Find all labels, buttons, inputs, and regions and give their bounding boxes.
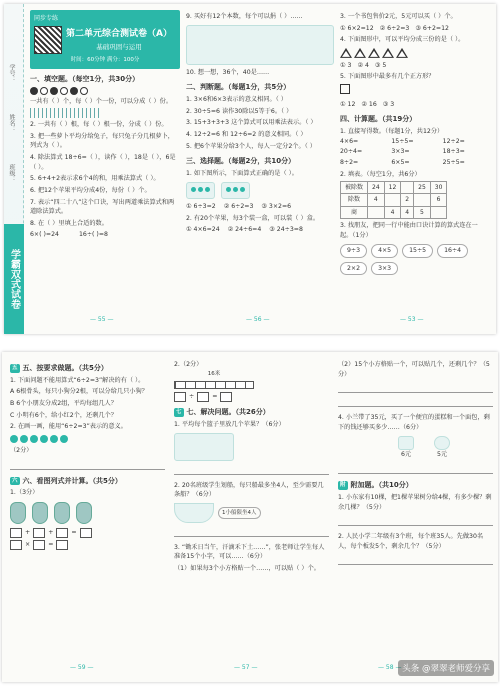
page1-column-3 (340, 10, 490, 328)
option[interactable]: ① 3 (340, 61, 352, 69)
question-item: A 6根骨头，每只小狗分2根，可以分给几只小狗？ (10, 388, 148, 396)
calc-item: 25÷5= (442, 158, 465, 166)
calc-item: 18÷3= (442, 148, 465, 156)
option[interactable]: ③ 6+2=12 (415, 24, 449, 32)
answer-line (174, 529, 329, 537)
qr-code-icon (34, 26, 62, 54)
calc-item: 20÷4= (340, 148, 363, 156)
time-note: 时间：60分钟 满分：100分 (70, 57, 140, 64)
basket-illustration (174, 433, 234, 461)
series-ribbon: 学霸双式试卷 (4, 224, 24, 334)
question-7-text: 7. 表示“四二十八”这个口诀，写出两道乘法算式和两道除法算式。 (30, 198, 175, 216)
circle-row (10, 435, 165, 443)
match-note: 3. 找朋友，把同一行中能由口诀计算的算式连在一起。（1分） (340, 222, 478, 239)
question-6-text: 6. 把12个苹果平均分成4份，每份（ ）个。 (30, 186, 151, 194)
page2-column-3 (338, 358, 493, 676)
question-5-text: 5. 6+4+2表示求6个4的和，用乘法算式（ ）。 (30, 175, 160, 183)
equation: 16÷( )=8 (78, 231, 108, 239)
answer-line (338, 385, 493, 393)
triangle-icon (354, 48, 366, 58)
answer-box[interactable] (80, 528, 92, 538)
choice-1-text: 1. 如下图所示，下面算式正确的是（ ）。 (186, 169, 298, 177)
circle-icon (50, 435, 58, 443)
answer-box[interactable] (33, 528, 45, 538)
boat-label: 1小船限坐4人 (218, 507, 261, 520)
soccer-ball-icon (30, 87, 38, 95)
equation: 6×( )=24 (30, 231, 59, 239)
bread-item (434, 436, 450, 460)
choice-2-text: 2. 有20个苹果，每3个装一盒，可以装（ ）盒。 (186, 214, 320, 222)
calc-note: 1. 直接写得数。（每题1分，共12分） (340, 128, 444, 136)
square-icon (340, 84, 350, 94)
triangle-icon (368, 48, 380, 58)
answer-boxes: ÷ = (174, 392, 329, 402)
ruler-label: 16米 (207, 370, 221, 377)
student-id-label: 学号： (8, 64, 15, 82)
question-4-text: 4. 除法算式 18÷6=（ ），读作（ ），18是（ ），6是（ ）。 (30, 154, 176, 171)
triangle-icon (382, 48, 394, 58)
page-number: — 59 — (70, 663, 94, 671)
page-number: — 58 — (378, 663, 402, 671)
boat-icon (174, 503, 214, 523)
calc-item: 8÷2= (340, 158, 359, 166)
question-2b-text: 2.（2分） (174, 361, 203, 368)
section-fill-blank-title: 一、填空题。（每空1分，共30分） (30, 74, 140, 83)
circle-icon (20, 435, 28, 443)
soccer-ball-icon (80, 87, 88, 95)
question-1-text: 1. 下面问题不能用算式“6÷2=3”解决的有（ ）。 (10, 376, 145, 384)
section-judge-title: 二、判断题。（每题1分，共5分） (186, 83, 291, 92)
class-label: 班级： (8, 164, 15, 182)
circle-icon (30, 435, 38, 443)
question-2 (30, 108, 180, 130)
answer-line (338, 518, 493, 526)
calc-item: 12÷2= (442, 137, 465, 145)
option[interactable]: ① 6×2=12 (340, 24, 374, 32)
cake-item (398, 436, 414, 460)
page2-column-2 (174, 358, 329, 676)
option[interactable]: ③ 5 (374, 61, 387, 69)
student-name-label: 姓名： (8, 114, 15, 132)
choice-1-options (186, 202, 334, 212)
answer-boxes: × = (10, 540, 165, 550)
price-row (398, 436, 493, 460)
triangle-icon (396, 48, 408, 58)
question-3-text: 3. 把一些萝卜平均分给兔子，每只兔子分几根萝卜，列式为（ ）。 (30, 132, 174, 150)
page1-column-1 (30, 10, 180, 328)
answer-line (174, 467, 329, 475)
soccer-ball-icon (70, 87, 78, 95)
question-3-sub: （1）如果每3个小方格贴一个……，可以贴（ ）个。 (174, 565, 320, 573)
page2-column-1 (10, 358, 165, 676)
answer-box[interactable] (56, 528, 68, 538)
judge-item: 3. 15+3+3+3 这个算式可以用乘法表示。（ ） (186, 119, 317, 127)
section-solve-title: 七 七、解决问题。（共26分） (176, 408, 270, 417)
answer-box[interactable] (174, 392, 186, 402)
answer-line (338, 466, 493, 474)
question-2-text: 2. 在画一画，能用“6÷2=3”表示的意义。 (10, 423, 127, 431)
dots-illustration (186, 182, 334, 200)
cloud-card[interactable]: 2×2 (340, 262, 367, 276)
section-extra-title: 附 附加题。（共10分） (340, 481, 413, 490)
cloud-card[interactable]: 3×3 (371, 262, 398, 276)
page-number: — 53 — (400, 315, 424, 323)
bag-icon (10, 502, 26, 524)
watermark: 头条 @翠翠老师爱分享 (398, 660, 494, 676)
section-choice-title: 三、选择题。（每题2分，共10分） (186, 157, 296, 166)
option[interactable]: ① 4×6=24 (186, 226, 220, 234)
test-header (30, 10, 180, 69)
answer-box[interactable] (10, 528, 22, 538)
judge-item: 5. 把6个苹果分给3个人，每人一定分2个。（ ） (186, 142, 316, 150)
boat-row (174, 503, 329, 523)
page-number: — 55 — (90, 315, 114, 323)
extra-question-2: 2. 人民小学二年级有3个班，每个班35人。先做30名人，每个板发5个，剩余几个？（5分） (338, 533, 484, 550)
question-3-text: 1.（3分） (10, 489, 39, 497)
question-item: B 6个小朋友分成2组，平均每组几人？ (10, 400, 117, 408)
question-3a-options (340, 24, 490, 34)
answer-line (338, 399, 493, 407)
dot-group (221, 182, 250, 200)
option[interactable]: ② 6÷2=3 (379, 24, 410, 32)
soccer-ball-icon (50, 87, 58, 95)
test-title: 第二单元综合测试卷（A） (66, 29, 172, 40)
option[interactable]: ① 12 (340, 100, 356, 108)
question-4a-options (340, 61, 490, 71)
option[interactable]: ① 6÷3=2 (186, 203, 216, 211)
question-8-text: 8. 在（ ）里填上合适的数。 (30, 219, 108, 227)
cake-price: 6元 (400, 451, 412, 459)
dot-group (186, 182, 215, 200)
section-requirements-title: 五 五、按要求做题。（共5分） (12, 364, 108, 372)
answer-box[interactable] (10, 540, 22, 550)
worksheet-page-bottom (2, 352, 498, 682)
equation-row (30, 230, 180, 240)
table-note: 2. 填表。（每空1分，共6分） (340, 170, 421, 178)
cloud-card[interactable]: 16÷4 (437, 244, 468, 258)
circle-icon (10, 435, 18, 443)
ball-illustration (30, 87, 180, 95)
page-number: — 56 — (246, 315, 270, 323)
cake-icon (398, 436, 414, 450)
calc-item: 15÷5= (391, 137, 414, 145)
answer-line (338, 557, 493, 565)
question-1 (30, 87, 180, 107)
question-10-text: 10. 想一想，36个，40是…… (186, 68, 270, 76)
option[interactable]: ③ 24÷3=8 (269, 226, 303, 234)
bread-icon (434, 436, 450, 450)
cloud-card[interactable]: 9÷3 (340, 244, 367, 258)
answer-box[interactable] (56, 540, 68, 550)
cloud-card[interactable]: 4×5 (371, 244, 398, 258)
option[interactable]: ② 16 (361, 100, 377, 108)
question-1-text: 一共有（ ）个，每（ ）个一份，可以分成（ ）份。 (30, 97, 173, 105)
question-5-text: 4. 小兰带了35元，买了一个便宜的蛋糕和一个面包，剩下的钱还够买多少……（6分） (338, 414, 490, 431)
calc-grid (340, 137, 490, 168)
judge-item: 4. 12÷2=6 和 12÷6=2 的意义相同。（ ） (186, 130, 307, 138)
answer-line (10, 462, 165, 470)
calc-item: 6×5= (391, 158, 410, 166)
question-3a-text: 3. 一个书包售价2元，5元可以买（ ）个。 (340, 13, 457, 20)
brand-label: 同步专练 (34, 15, 59, 22)
worksheet-page-top (4, 4, 496, 334)
test-subtitle: 基础巩固与运用 (96, 43, 142, 52)
option[interactable]: ③ 3 (382, 100, 395, 108)
page1-column-2 (186, 10, 334, 328)
judge-item: 1. 3×6和6×3表示的意义相同。（ ） (186, 96, 287, 104)
question-2-text: 2. 一共有（ ）根，每（ ）根一份，分成（ ）份。 (30, 121, 168, 129)
calc-item: 3×3= (391, 148, 410, 156)
section-picture-title: 六 六、看图列式并计算。（共5分） (12, 476, 122, 485)
question-1-text: 1. 平均每个篮子里放几个苹果？（6分） (174, 420, 285, 428)
option[interactable]: ③ 3×2=6 (261, 203, 292, 211)
soccer-ball-icon (60, 87, 68, 95)
cloud-cards (340, 244, 490, 275)
option[interactable]: ② 24÷6=4 (227, 226, 262, 234)
judge-item: 2. 30÷5=6 读作30除以5等于6。（ ） (186, 107, 293, 115)
circle-icon (40, 435, 48, 443)
answer-boxes: + + = (10, 528, 165, 538)
bag-illustration (10, 502, 165, 524)
table-row: 除数 4 2 6 (341, 194, 447, 206)
bag-icon (54, 502, 70, 524)
question-9-text: 9. 买好有12个本数，每个可以捐（ ）…… (186, 13, 303, 20)
bag-icon (32, 502, 48, 524)
question-4-text: （2）15个小方格贴一个，可以贴几个，还剩几个？（5分） (338, 361, 490, 378)
choice-2-options (186, 225, 334, 235)
triangle-illustration (340, 48, 490, 58)
question-2-note: （2分） (10, 446, 33, 454)
option[interactable]: ② 6÷2=3 (223, 203, 254, 211)
bag-icon (76, 502, 92, 524)
question-4a-text: 4. 下面图形中，可以平均分成三份的是（ ）。 (340, 36, 465, 44)
fill-table (340, 181, 447, 219)
question-3-text: 3. “锄禾日当午，汗滴禾下土……”，张老师让学生每人准备15个小字，可以……（6分） (174, 543, 325, 561)
answer-box[interactable] (33, 540, 45, 550)
page-number: — 57 — (234, 663, 258, 671)
question-item: C 小明有6个，给小红2个，还剩几个？ (10, 411, 117, 419)
cloud-card[interactable]: 15÷5 (402, 244, 433, 258)
ruler-illustration (174, 381, 254, 389)
question-2-text: 2. 20名班级学生划船，每只船最多坐4人，至少需要几条船？（6分） (174, 481, 324, 499)
question-5a-options (340, 100, 490, 110)
fruit-illustration (186, 25, 334, 65)
bread-price: 5元 (436, 451, 448, 459)
stick-bundle-illustration (30, 108, 100, 118)
section-calc-title: 四、计算题。（共19分） (340, 115, 417, 124)
answer-box[interactable] (197, 392, 209, 402)
circle-icon (60, 435, 68, 443)
option[interactable]: ② 4 (357, 61, 369, 69)
answer-box[interactable] (220, 392, 232, 402)
table-row: 商 4 4 5 (341, 206, 447, 218)
table-row: 被除数 24 12 25 30 (341, 182, 447, 194)
question-5a-text: 5. 下面图形中最多有几个正方形？ (340, 73, 435, 81)
soccer-ball-icon (40, 87, 48, 95)
extra-question-1: 1. 小东家有10棵，把1棵苹果树分给4棵，有多少棵？剩余几棵？（5分） (338, 493, 492, 511)
calc-item: 4×6= (340, 137, 359, 145)
triangle-icon (340, 48, 352, 58)
